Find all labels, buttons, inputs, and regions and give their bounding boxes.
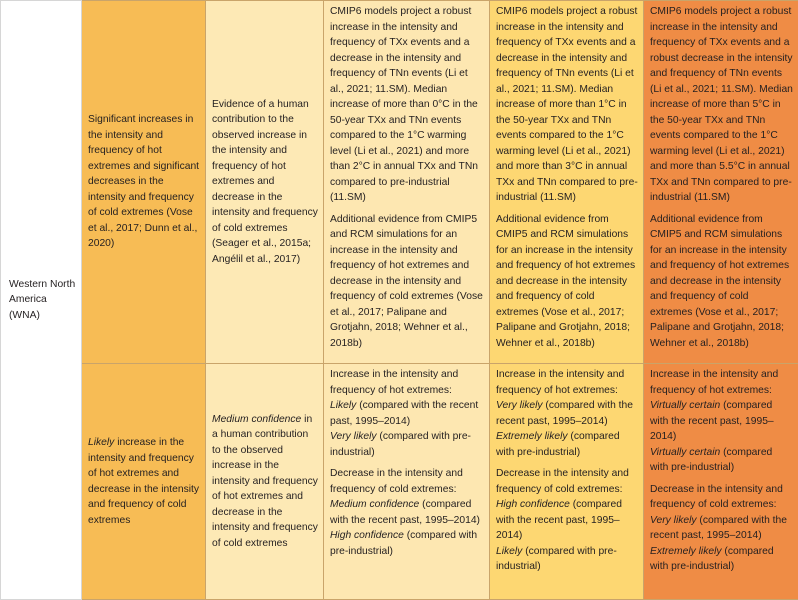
region-name-cell [1, 1, 82, 600]
observed-trend-text: Significant increases in the intensity and frequency of hot extremes and significant decreases in the intensity and frequency of cold extremes (Vose et al., 2017; Dunn et al., 2020) [88, 114, 199, 249]
additional-evidence-text: Additional evidence from CMIP5 and RCM simulations for an increase in the intensity and frequency of hot extremes and decrease in the intensity and frequency of cold extremes (Vose et al., 2017; Palipane and Grotjahn, 2018; Wehner et al., 2018b) [496, 212, 638, 352]
baseline-note: (compared with the recent past, 1995–2014) [330, 400, 478, 427]
baseline-note: (compared with the recent past, 1995–2014) [650, 400, 774, 442]
likelihood-term: Likely [330, 400, 356, 411]
likelihood-term: Virtually certain [650, 447, 720, 458]
cmip6-projection-text: CMIP6 models project a robust increase in the intensity and frequency of TXx events and a robust decrease in the intensity and frequency of TNn events (Li et al., 2021; 11.SM). Median increase of more than 5°C in the 50-year TXx and TNn events compared to the 1°C warming level (Li et al., 2021) and more than 5.5°C in annual TXx and TNn compared to pre-industrial (11.SM) [650, 4, 793, 206]
baseline-note: (compared with the recent past, 1995–2014) [496, 400, 633, 427]
likelihood-term: Very likely [650, 515, 697, 526]
baseline-note: (compared with pre-industrial) [496, 546, 617, 573]
confidence-term: Medium confidence [330, 499, 419, 510]
baseline-note: (compared with pre-industrial) [650, 546, 774, 573]
observed-assessment-text: increase in the intensity and frequency of hot extremes and decrease in the intensity and frequency of cold extremes [88, 437, 199, 526]
projection-2c-evidence-cell [490, 1, 644, 364]
projection-1-5c-evidence-cell [324, 1, 490, 364]
baseline-note: (compared with pre-industrial) [650, 447, 772, 474]
cmip6-projection-text: CMIP6 models project a robust increase in the intensity and frequency of TXx events and a decrease in the intensity and frequency of TNn events (Li et al., 2021; 11.SM). Median increase of more than 1°C in the 50-year TXx and TNn events compared to the 1°C warming level (Li et al., 2021) and more than 3°C in annual TXx and TNn compared to pre-industrial (11.SM) [496, 4, 638, 206]
baseline-note: (compared with pre-industrial) [330, 431, 471, 458]
additional-evidence-text: Additional evidence from CMIP5 and RCM simulations for an increase in the intensity and frequency of hot extremes and decrease in the intensity and frequency of cold extremes (Vose et al., 2017; Palipane and Grotjahn, 2018; Wehner et al., 2018b) [330, 212, 484, 352]
likelihood-term: Very likely [330, 431, 377, 442]
projection-1-5c-assessment-cell [324, 364, 490, 600]
attribution-text: Evidence of a human contribution to the observed increase in the intensity and frequency of hot extremes and decrease in the intensity and frequency of cold extremes (Seager et al., 2015a; Angélil et al., 2017) [212, 99, 318, 265]
hot-extremes-intro: Increase in the intensity and frequency of hot extremes: [496, 367, 638, 398]
likelihood-term: Virtually certain [650, 400, 720, 411]
attribution-cell [206, 1, 324, 364]
confidence-term: Medium confidence [212, 414, 301, 425]
likelihood-term: Likely [496, 546, 522, 557]
projection-4c-evidence-cell [644, 1, 798, 364]
likelihood-term: Extremely likely [650, 546, 722, 557]
additional-evidence-text: Additional evidence from CMIP5 and RCM simulations for an increase in the intensity and frequency of hot extremes and decrease in the intensity and frequency of cold extremes (Vose et al., 2017; Palipane and Grotjahn, 2018; Wehner et al., 2018b) [650, 212, 793, 352]
likelihood-term: Extremely likely [496, 431, 568, 442]
baseline-note: (compared with pre-industrial) [330, 530, 477, 557]
projection-4c-assessment-cell [644, 364, 798, 600]
confidence-term: High confidence [330, 530, 404, 541]
baseline-note: (compared with the recent past, 1995–2014) [650, 515, 787, 542]
evidence-row [1, 1, 798, 364]
cold-extremes-intro: Decrease in the intensity and frequency of cold extremes: [496, 468, 629, 495]
assessment-row [1, 364, 798, 600]
likelihood-term: Very likely [496, 400, 543, 411]
baseline-note: (compared with pre-industrial) [496, 431, 620, 458]
confidence-term: High confidence [496, 499, 570, 510]
baseline-note: (compared with the recent past, 1995–2014) [496, 499, 622, 541]
baseline-note: (compared with the recent past, 1995–2014) [330, 499, 480, 526]
attribution-assessment-cell [206, 364, 324, 600]
likelihood-term: Likely [88, 437, 114, 448]
cold-extremes-intro: Decrease in the intensity and frequency of cold extremes: [650, 484, 783, 511]
projection-2c-assessment-cell [490, 364, 644, 600]
hot-extremes-intro: Increase in the intensity and frequency of hot extremes: [330, 367, 484, 398]
observed-assessment-cell [82, 364, 206, 600]
cmip6-projection-text: CMIP6 models project a robust increase in the intensity and frequency of TXx events and a decrease in the intensity and frequency of TNn events (Li et al., 2021; 11.SM). Median increase of more than 0°C in the 50-year TXx and TNn events compared to the 1°C warming level (Li et al., 2021) and more than 2°C in annual TXx and TNn compared to pre-industrial (11.SM) [330, 4, 484, 206]
hot-extremes-intro: Increase in the intensity and frequency of hot extremes: [650, 367, 793, 398]
observed-trend-cell [82, 1, 206, 364]
attribution-assessment-text: in a human contribution to the observed increase in the intensity and frequency of hot extremes and decrease in the intensity and frequency of cold extremes [212, 414, 318, 549]
region-name: Western North America (WNA) [9, 279, 75, 321]
cold-extremes-intro: Decrease in the intensity and frequency of cold extremes: [330, 468, 463, 495]
